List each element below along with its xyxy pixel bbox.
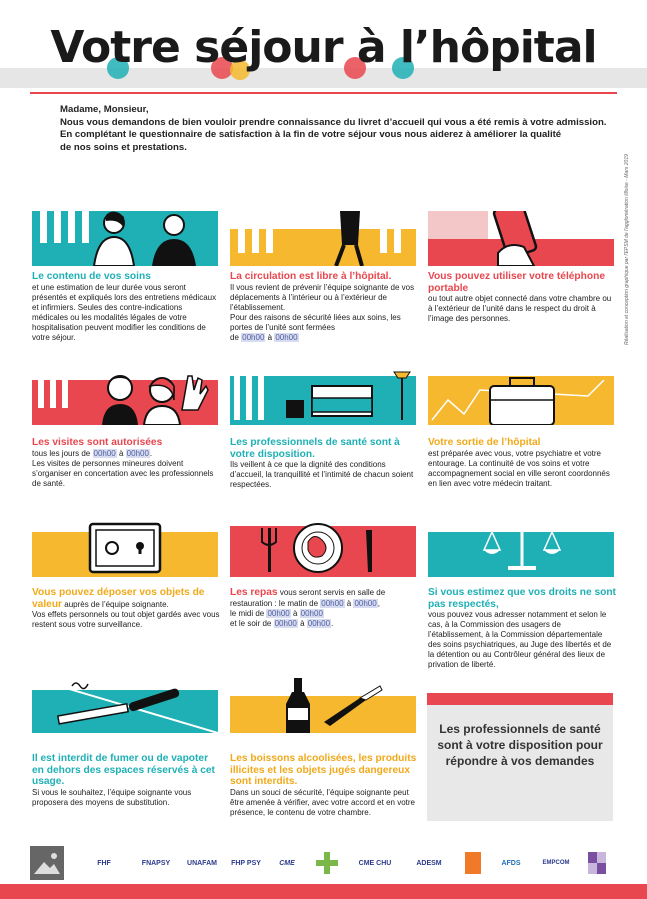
repas-heading: Les repas [230,587,278,598]
logo-afds: AFDS [501,859,521,867]
logo-fhp-psy: FHP PSY [231,859,261,867]
droits-text [428,587,616,670]
professionnels-heading: Les professionnels de santé sont à votre disposition. [230,437,400,460]
professionnels-body: Ils veillent à ce que la dignité des conditions d’accueil, la tranquillité et l’intimité de chacun soient respectées. [230,460,414,489]
partner-logos [30,846,617,880]
circulation-heading: La circulation est libre à l’hôpital. [230,271,392,282]
telephone-heading: Vous pouvez utiliser votre téléphone portable [428,271,605,294]
logo-cme-chu: CME CHU [358,859,392,867]
circulation-body-1: Il vous revient de prévenir l’équipe soignante de vos déplacements à l’intérieur ou à l’extérieur de l’établissement. [230,282,415,312]
intro-line-2: En complétant le questionnaire de satisfaction à la fin de votre séjour vous nous aiderez à améliorer la qualité [60,129,562,141]
cta-text: Les professionnels de santé sont à votre disposition pour répondre à vos demandes [437,722,603,768]
side-credit: Réalisation et conception graphique par l'EPSM de l'agglomération lilloise - Mars 2019 [624,154,630,345]
sortie-body: est préparée avec vous, votre psychiatre et votre entourage. La continuité de vos soins et votre accompagnement social en ville seront coordonnés en lien avec votre médecin traitant. [428,448,610,488]
droits-illustration [428,522,614,577]
visites-illustration [32,370,218,425]
sortie-heading: Votre sortie de l’hôpital [428,437,541,448]
fumer-text [32,753,220,808]
sortie-illustration [428,370,614,425]
repas-soir-start[interactable]: 00h00 [274,618,297,628]
intro-line-1: Nous vous demandons de bien vouloir prendre connaissance du livret d’accueil qui vous a été remis à votre admission. [60,116,607,128]
repas-matin-start[interactable]: 00h00 [321,598,344,608]
logo-purple-icon [586,846,608,880]
telephone-text [428,271,616,324]
repas-illustration [230,522,416,577]
droits-body: vous pouvez vous adresser notamment et selon le cas, à la Commission des usagers de l’établissement, à la Commission départementale des soins psychiatriques, au Juge des libertés et de la détention ou au Contrôleur général des lieux de privation de liberté. [428,610,612,669]
objets-body: Vos effets personnels ou tout objet gardés avec vous restent sous votre surveillance. [32,610,220,629]
photo-placeholder-icon [30,846,64,880]
visites-time-start[interactable]: 00h00 [93,448,116,458]
logo-fnapsy: FNAPSY [141,859,171,867]
logo-adesm: ADESM [416,859,442,867]
sortie-text [428,437,616,489]
intro-line-3: de nos soins et prestations. [60,141,187,153]
repas-a-2: à [292,608,298,618]
page-title: Votre séjour à l’hôpital [50,22,597,73]
objets-heading: Vous pouvez déposer vos objets de valeur [32,587,205,610]
circulation-illustration [230,211,416,266]
telephone-body: ou tout autre objet connecté dans votre chambre ou à l’extérieur de l’unité dans le respect du droit à l’image des personnes. [428,294,612,323]
objets-text [32,587,220,630]
alcool-heading: Les boissons alcoolisées, les produits illicites et les objets jugés dangereux sont interdits. [230,753,417,787]
alcool-text [230,753,418,818]
circulation-de: de [230,332,239,342]
circulation-time-start[interactable]: 00h00 [242,332,265,342]
visites-text: Les visites sont autorisées tous les jours de 00h00 à 00h00. Les visites de personnes mineures doivent s’organiser en concertation avec les professionnels de santé. [32,437,220,489]
soins-body: et une estimation de leur durée vous seront présentés et expliqués lors des entretiens médicaux et infirmiers. Seules des contre-indications médicales ou les modalités légales de votre hospitalisation peuvent modifier les conditions de votre séjour. [32,282,217,342]
logo-fhf: FHF [97,859,111,867]
repas-soir: et le soir de [230,618,272,628]
logo-cme: CME [279,859,295,867]
professionnels-illustration [230,370,416,425]
cta-top-band [427,693,613,705]
intro-text [60,104,620,154]
repas-soir-end[interactable]: 00h00 [307,618,331,628]
visites-body-1: tous les jours de [32,448,91,458]
repas-body-1: vous seront servis en salle de restauration : le matin de [230,588,386,608]
logo-empcom: EMPCOM [542,860,570,866]
objets-heading-tail: auprès de l’équipe soignante. [64,599,169,609]
logo-green-cross-icon [312,846,342,880]
repas-midi: le midi de [230,608,265,618]
visites-a: à [118,448,124,458]
professionnels-text [230,437,418,490]
repas-text: Les repas vous seront servis en salle de restauration : le matin de 00h00 à 00h00, le midi de 00h00 à 00h00 et le soir de 00h00 à 00h00. [230,587,386,628]
title-divider [30,92,617,94]
alcool-body: Dans un souci de sécurité, l’équipe soignante peut être amenée à vérifier, avec votre accord et en votre présence, le contenu de votre chambre. [230,787,415,817]
circulation-a: à [267,332,273,342]
fumer-heading: Il est interdit de fumer ou de vapoter en dehors des espaces réservés à cet usage. [32,753,215,787]
circulation-body-2: Pour des raisons de sécurité liées aux soins, les portes de l’unité sont fermées [230,312,401,332]
objets-illustration [32,522,218,577]
repas-midi-end[interactable]: 00h00 [300,608,323,618]
soins-illustration [32,211,218,266]
logo-unafam: UNAFAM [187,859,217,867]
visites-body-2: Les visites de personnes mineures doivent s’organiser en concertation avec les professionnels de santé. [32,458,214,488]
telephone-illustration [428,211,614,266]
repas-matin-end[interactable]: 00h00 [354,598,377,608]
fumer-illustration [32,678,218,733]
circulation-time-end[interactable]: 00h00 [275,332,298,342]
repas-a-1: à [346,598,352,608]
soins-heading: Le contenu de vos soins [32,271,151,282]
repas-midi-start[interactable]: 00h00 [267,608,290,618]
repas-a-3: à [300,618,305,628]
visites-heading: Les visites sont autorisées [32,437,163,448]
logo-orange-icon [462,846,484,880]
soins-text [32,271,220,343]
circulation-text [230,271,418,343]
bottom-bar [0,884,647,899]
cta-box [427,693,613,821]
visites-time-end[interactable]: 00h00 [126,448,149,458]
droits-heading: Si vous estimez que vos droits ne sont pas respectés, [428,587,616,610]
fumer-body: Si vous le souhaitez, l’équipe soignante vous proposera des moyens de substitution. [32,787,192,807]
alcool-illustration [230,678,416,733]
intro-salutation: Madame, Monsieur, [60,104,149,115]
